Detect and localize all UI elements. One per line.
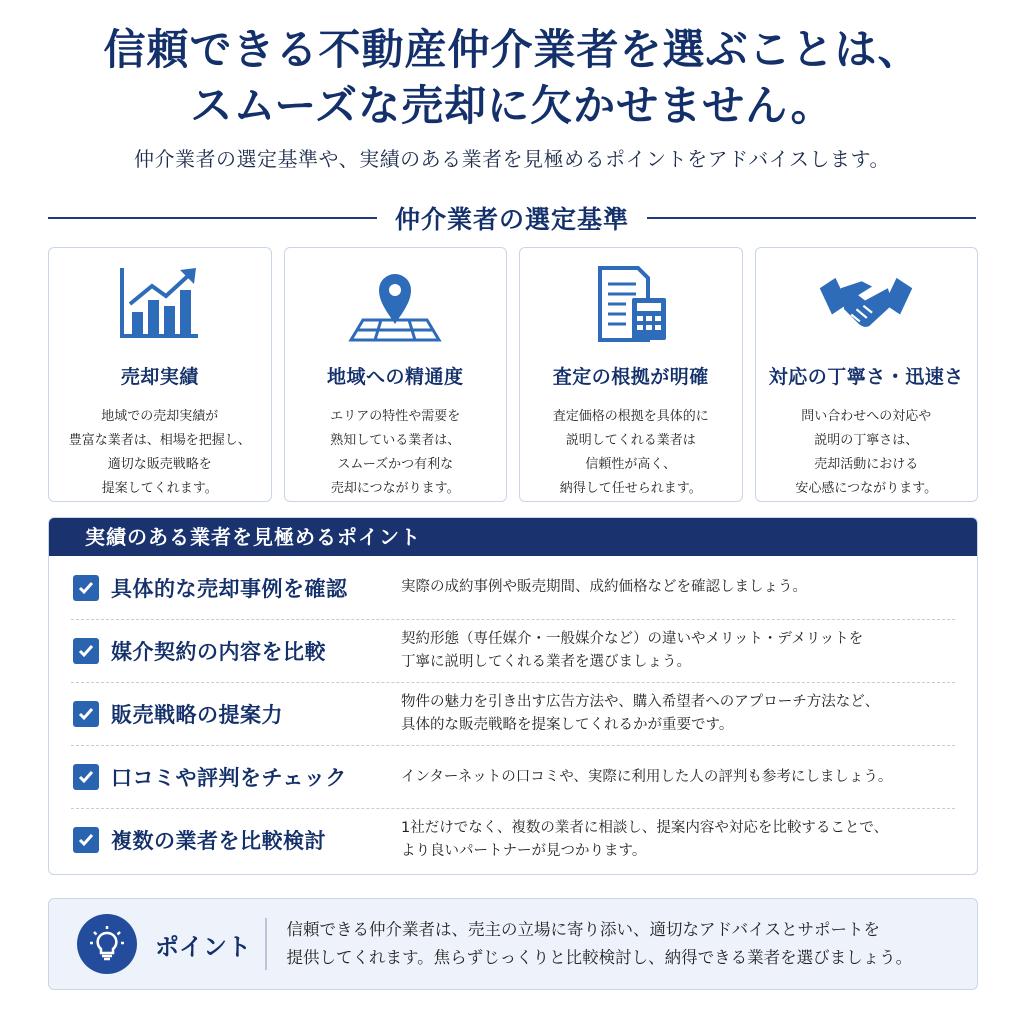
checkbox-checked-icon	[73, 827, 99, 853]
card-title: 売却実績	[120, 366, 199, 388]
card-description-line: 豊富な業者は、相場を把握し、	[68, 433, 251, 448]
card-description-line: 説明の丁寧さは、	[814, 433, 919, 448]
map-pin-icon	[347, 264, 443, 344]
point-row	[71, 808, 955, 871]
card-description-line: 納得して任せられます。	[559, 481, 702, 496]
point-title: 販売戦略の提案力	[111, 703, 283, 727]
card-description-line: スムーズかつ有利な	[337, 457, 454, 472]
bar-chart-up-icon	[112, 264, 208, 344]
heading-rule-left	[48, 217, 377, 219]
evaluation-points-panel	[48, 517, 978, 875]
tip-box	[48, 898, 978, 990]
point-description-line: インターネットの口コミや、実際に利用した人の評判も参考にしましょう。	[401, 768, 893, 785]
card-description	[795, 405, 937, 501]
point-description-line: 具体的な販売戦略を提案してくれるかが重要です。	[401, 717, 734, 733]
point-row	[71, 745, 955, 808]
point-title: 口コミや評判をチェック	[111, 766, 347, 790]
card-description-line: 売却活動における	[814, 457, 919, 472]
tip-text-line: 提供してくれます。焦らずじっくりと比較検討し、納得できる業者を選びましょう。	[286, 948, 913, 967]
point-description-line: より良いパートナーが見つかります。	[401, 843, 647, 859]
card-description-line: 売却につながります。	[330, 481, 460, 496]
point-title: 媒介契約の内容を比較	[111, 640, 326, 664]
card-description-line: 問い合わせへの対応や	[801, 409, 932, 424]
card-description	[69, 405, 251, 501]
point-description	[401, 576, 955, 599]
criteria-heading-text: 仲介業者の選定基準	[395, 205, 630, 234]
criteria-card-clear-appraisal	[519, 247, 743, 502]
point-description	[401, 691, 955, 737]
tip-label: ポイント	[155, 932, 251, 961]
checkbox-checked-icon	[73, 701, 99, 727]
point-description-line: 丁寧に説明してくれる業者を選びましょう。	[401, 654, 691, 670]
points-heading: 実績のある業者を見極めるポイント	[49, 518, 977, 556]
criteria-card-courtesy-speed	[755, 247, 979, 502]
point-description	[401, 817, 955, 863]
document-calculator-icon	[583, 264, 679, 344]
headline-line-1: 信頼できる不動産仲介業者を選ぶことは、	[103, 25, 921, 74]
subtitle: 仲介業者の選定基準や、実績のある業者を見極めるポイントをアドバイスします。	[134, 147, 890, 171]
card-description-line: 地域での売却実績が	[101, 409, 219, 424]
handshake-icon	[818, 264, 914, 344]
card-description	[553, 405, 709, 501]
point-description	[401, 628, 955, 674]
card-description-line: 査定価格の根拠を具体的に	[552, 409, 709, 424]
checkbox-checked-icon	[73, 764, 99, 790]
headline	[0, 22, 1024, 134]
criteria-card-local-knowledge	[284, 247, 508, 502]
point-title: 具体的な売却事例を確認	[111, 576, 348, 601]
card-title: 査定の根拠が明確	[552, 366, 709, 388]
checkbox-checked-icon	[73, 575, 99, 601]
card-title: 地域への精通度	[326, 366, 464, 388]
criteria-section-heading	[48, 200, 976, 236]
card-description-line: 適切な販売戦略を	[107, 457, 212, 472]
point-description-line: 実際の成約事例や販売期間、成約価格などを確認しましょう。	[401, 579, 807, 595]
tip-divider	[265, 918, 267, 970]
card-description-line: 安心感につながります。	[795, 481, 938, 496]
point-row	[71, 556, 955, 619]
point-description-line: 物件の魅力を引き出す広告方法や、購入希望者へのアプローチ方法など、	[401, 694, 880, 710]
card-description-line: 提案してくれます。	[101, 481, 218, 496]
card-description-line: 説明してくれる業者は	[565, 433, 696, 448]
point-title: 複数の業者を比較検討	[111, 829, 326, 853]
point-row	[71, 682, 955, 745]
card-description	[330, 405, 460, 501]
card-description-line: 熟知している業者は、	[330, 433, 461, 448]
point-row	[71, 619, 955, 682]
headline-line-2: スムーズな売却に欠かせません。	[190, 81, 834, 130]
point-description-line: 契約形態（専任媒介・一般媒介など）の違いやメリット・デメリットを	[401, 631, 864, 647]
tip-text-line: 信頼できる仲介業者は、売主の立場に寄り添い、適切なアドバイスとサポートを	[286, 920, 881, 939]
tip-text	[287, 916, 913, 972]
card-title: 対応の丁寧さ・迅速さ	[768, 366, 964, 388]
card-description-line: 信頼性が高く、	[585, 457, 677, 472]
checkbox-checked-icon	[73, 638, 99, 664]
criteria-card-sales-record	[48, 247, 272, 502]
point-description-line: 1社だけでなく、複数の業者に相談し、提案内容や対応を比較することで、	[401, 820, 889, 836]
lightbulb-icon	[77, 914, 137, 974]
criteria-cards	[48, 247, 978, 502]
card-description-line: エリアの特性や需要を	[330, 409, 461, 424]
point-description	[401, 766, 955, 789]
heading-rule-right	[647, 217, 976, 219]
